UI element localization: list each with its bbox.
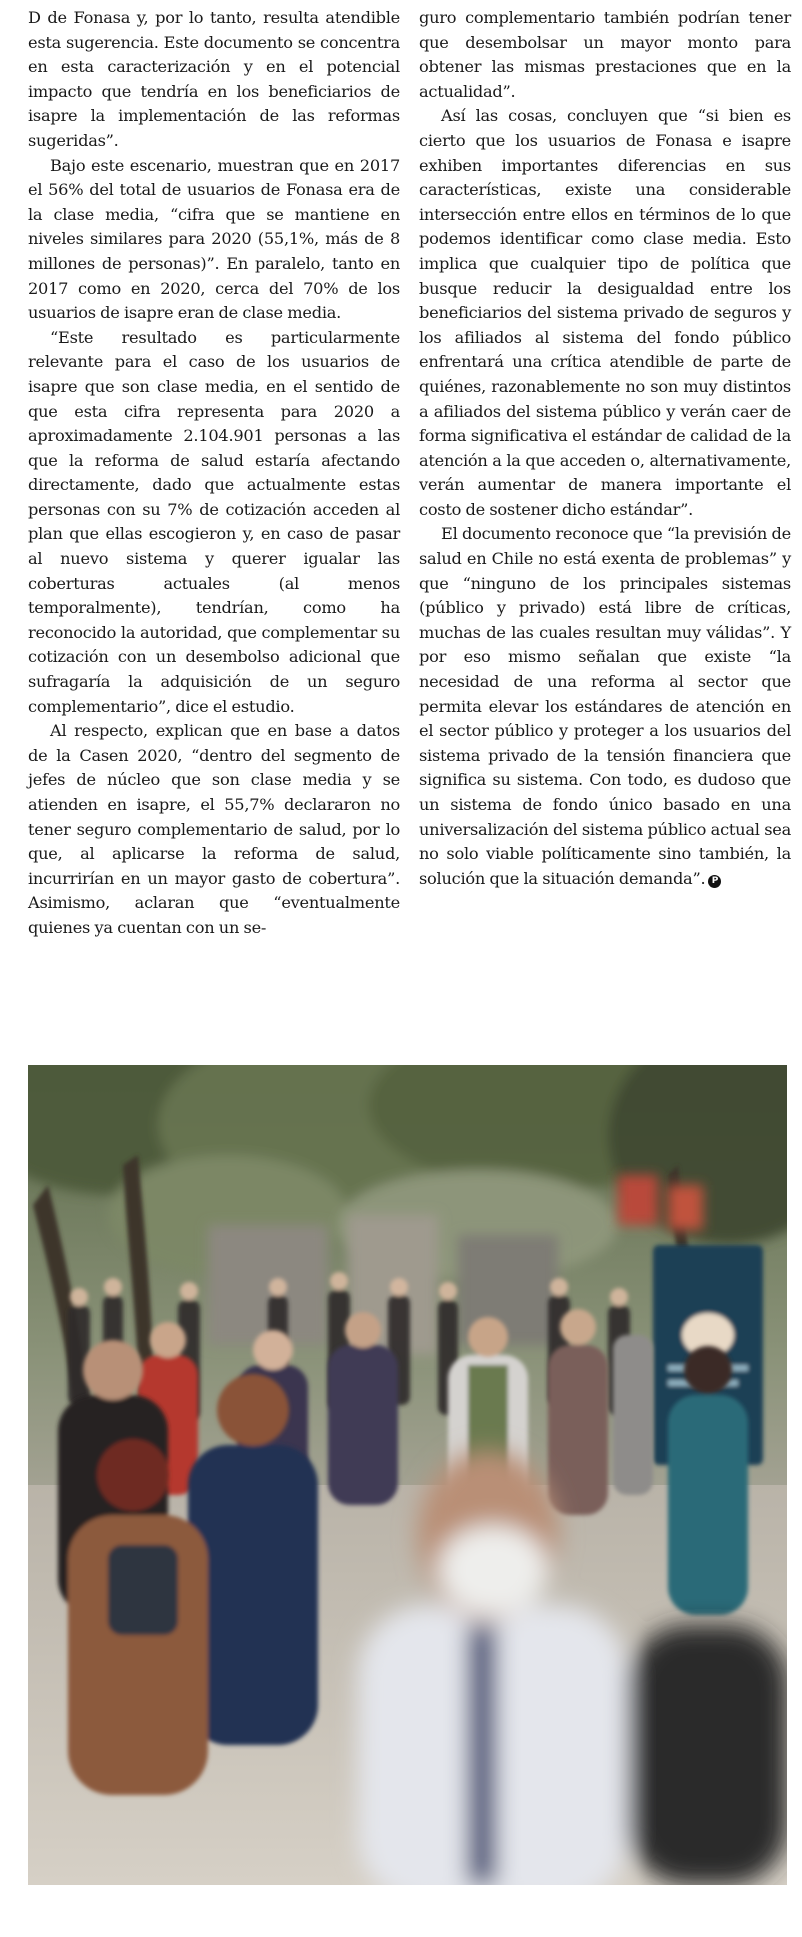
article-body <box>28 6 791 1044</box>
paragraph-final <box>419 522 791 891</box>
paragraph: D de Fonasa y, por lo tanto, resulta atendible esta sugerencia. Este documento se concentra en esta caracterización y en el potencial impacto que tendría en los beneficiarios de isapre la implementación de las reformas sugeridas”. <box>28 8 400 150</box>
article-column-right <box>419 6 791 891</box>
crowd-photo <box>28 1065 787 1885</box>
paragraph: guro complementario también podrían tener que desembolsar un mayor monto para obtener las mismas prestaciones que en la actualidad”. <box>419 8 791 101</box>
article-column-left <box>28 6 400 941</box>
crowd-photo-illustration <box>28 1065 787 1885</box>
paragraph-text: El documento reconoce que “la previsión de salud en Chile no está exenta de problemas” y que “ninguno de los principales sistemas (público y privado) está libre de críticas, muchas de las cuales resultan muy válidas”. Y por eso mismo señalan que existe “la necesidad de una reforma al sector que permita elevar los estándares de atención en el sector público y proteger a los usuarios del sistema privado de la tensión financiera que significa su sistema. Con todo, es dudoso que un sistema de fondo único basado en una universalización del sistema público actual sea no solo viable políticamente sino también, la solución que la situación demanda”. <box>419 524 791 888</box>
paragraph: Así las cosas, concluyen que “si bien es cierto que los usuarios de Fonasa e isapre exhiben importantes diferencias en sus características, existe una considerable intersección entre ellos en términos de lo que podemos identificar como clase media. Esto implica que cualquier tipo de política que busque reducir la desigualdad entre los beneficiarios del sistema privado de seguros y los afiliados al sistema del fondo público enfrentará una crítica atendible de parte de quiénes, razonablemente no son muy distintos a afiliados del sistema público y verán caer de forma significativa el estándar de calidad de la atención a la que acceden o, alternativamente, verán aumentar de manera importante el costo de sostener dicho estándar”. <box>419 106 791 519</box>
paragraph: Bajo este escenario, muestran que en 2017 el 56% del total de usuarios de Fonasa era de la clase media, “cifra que se mantiene en niveles similares para 2020 (55,1%, más de 8 millones de personas)”. En paralelo, tanto en 2017 como en 2020, cerca del 70% de los usuarios de isapre eran de clase media. <box>28 155 400 323</box>
article-end-icon: P <box>708 875 721 888</box>
paragraph: “Este resultado es particularmente relevante para el caso de los usuarios de isapre que son clase media, en el sentido de que esta cifra representa para 2020 a aproximadamente 2.104.901 personas a las que la reforma de salud estaría afectando directamente, dado que actualmente estas personas con su 7% de cotización acceden al plan que ellas escogieron y, en caso de pasar al nuevo sistema y querer igualar las coberturas actuales (al menos temporalmente), tendrían, como ha reconocido la autoridad, que complementar su cotización con un desembolso adicional que sufragaría la adquisición de un seguro complementario”, dice el estudio. <box>28 327 400 716</box>
paragraph: Al respecto, explican que en base a datos de la Casen 2020, “dentro del segmento de jefes de núcleo que son clase media y se atienden en isapre, el 55,7% declararon no tener seguro complementario de salud, por lo que, al aplicarse la reforma de salud, incurrirían en un mayor gasto de cobertura”. Asimismo, aclaran que “eventualmente quienes ya cuentan con un se- <box>28 721 400 937</box>
